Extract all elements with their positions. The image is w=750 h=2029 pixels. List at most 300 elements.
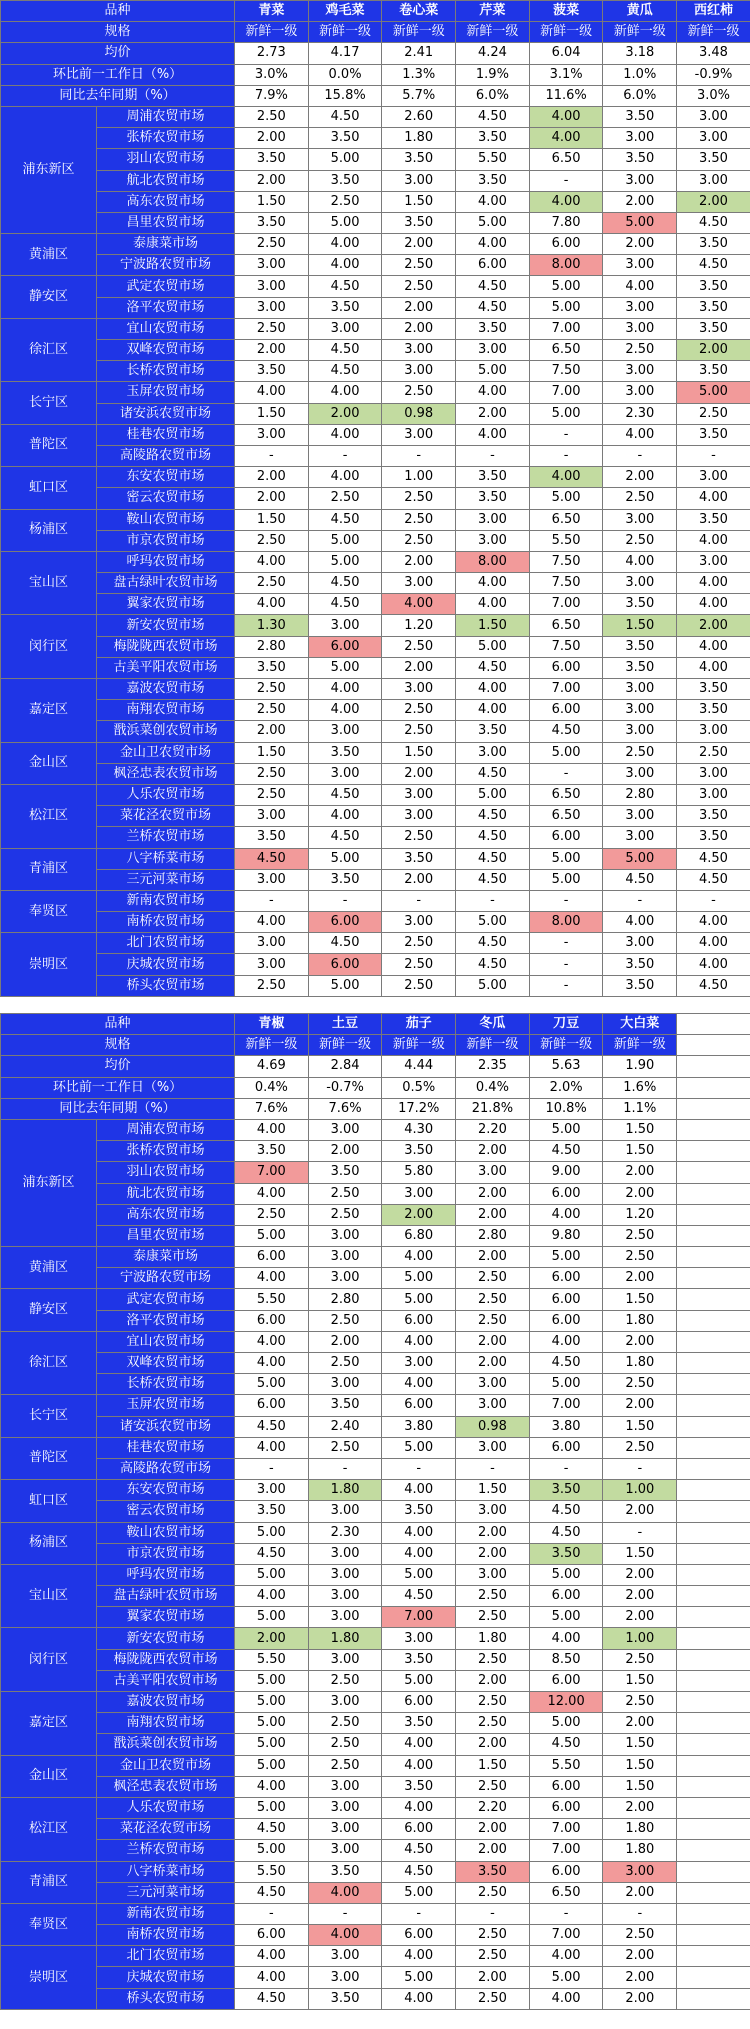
price-cell: 2.50 bbox=[456, 1268, 530, 1289]
price-cell: 1.50 bbox=[603, 1776, 677, 1797]
market-name: 盘古绿叶农贸市场 bbox=[97, 573, 235, 594]
blank-cell bbox=[677, 1543, 750, 1564]
price-cell: 4.50 bbox=[308, 573, 382, 594]
market-name: 南桥农贸市场 bbox=[97, 1925, 235, 1946]
price-cell: 4.50 bbox=[382, 1861, 456, 1882]
price-cell: 4.00 bbox=[235, 1946, 309, 1967]
blank-cell bbox=[677, 1882, 750, 1903]
price-cell: 2.50 bbox=[456, 1586, 530, 1607]
price-cell: - bbox=[382, 1458, 456, 1479]
price-cell: 7.00 bbox=[529, 318, 603, 339]
table-row bbox=[1, 573, 750, 594]
table-row bbox=[1, 1268, 750, 1289]
price-cell: 3.00 bbox=[603, 255, 677, 276]
district-name: 虹口区 bbox=[1, 467, 97, 509]
price-cell: 4.00 bbox=[235, 1119, 309, 1140]
price-cell: 3.00 bbox=[308, 615, 382, 636]
price-cell: 3.50 bbox=[677, 276, 750, 297]
blank-cell bbox=[677, 1014, 750, 1035]
price-cell: 5.00 bbox=[529, 488, 603, 509]
table-row bbox=[1, 742, 750, 763]
district-name: 宝山区 bbox=[1, 551, 97, 615]
price-cell: 2.00 bbox=[382, 869, 456, 890]
price-cell: 2.00 bbox=[382, 657, 456, 678]
price-cell: 4.00 bbox=[382, 1247, 456, 1268]
price-cell: 3.00 bbox=[677, 106, 750, 127]
price-cell: 2.00 bbox=[603, 234, 677, 255]
market-name: 市京农贸市场 bbox=[97, 530, 235, 551]
price-cell: 6.00 bbox=[308, 636, 382, 657]
dod-value: 1.3% bbox=[382, 64, 456, 85]
price-cell: - bbox=[308, 1458, 382, 1479]
market-name: 南桥农贸市场 bbox=[97, 912, 235, 933]
price-cell: 5.50 bbox=[235, 1289, 309, 1310]
price-cell: 3.00 bbox=[603, 763, 677, 784]
table-row bbox=[1, 1543, 750, 1564]
price-cell: - bbox=[529, 763, 603, 784]
price-cell: 2.00 bbox=[677, 191, 750, 212]
price-cell: 2.00 bbox=[603, 1395, 677, 1416]
price-cell: 4.00 bbox=[235, 1967, 309, 1988]
price-cell: 3.50 bbox=[677, 827, 750, 848]
price-cell: 4.00 bbox=[529, 1204, 603, 1225]
price-cell: 4.00 bbox=[308, 679, 382, 700]
table-row bbox=[1, 318, 750, 339]
price-cell: - bbox=[235, 445, 309, 466]
table-row bbox=[1, 1247, 750, 1268]
price-cell: 4.50 bbox=[456, 297, 530, 318]
price-cell: 5.00 bbox=[235, 1692, 309, 1713]
price-cell: 3.00 bbox=[308, 1946, 382, 1967]
blank-cell bbox=[677, 1861, 750, 1882]
dod-value: -0.9% bbox=[677, 64, 750, 85]
price-cell: 6.00 bbox=[529, 1289, 603, 1310]
price-cell: 4.00 bbox=[308, 806, 382, 827]
price-cell: 2.50 bbox=[308, 1755, 382, 1776]
price-cell: 6.00 bbox=[529, 234, 603, 255]
table-row bbox=[1, 1395, 750, 1416]
price-cell: 3.00 bbox=[603, 700, 677, 721]
price-cell: 2.50 bbox=[382, 975, 456, 996]
spec-cell: 新鲜一级 bbox=[603, 1035, 677, 1056]
price-cell: 2.50 bbox=[235, 975, 309, 996]
district-name: 松江区 bbox=[1, 784, 97, 848]
blank-cell bbox=[677, 1268, 750, 1289]
district-name: 徐汇区 bbox=[1, 318, 97, 382]
yoy-label: 同比去年同期（%） bbox=[1, 1098, 235, 1119]
column-header: 冬瓜 bbox=[456, 1014, 530, 1035]
dod-value: 0.4% bbox=[456, 1077, 530, 1098]
price-cell: 2.50 bbox=[456, 1649, 530, 1670]
price-cell: 1.80 bbox=[308, 1480, 382, 1501]
price-cell: 2.00 bbox=[603, 1797, 677, 1818]
price-cell: 3.50 bbox=[677, 679, 750, 700]
market-name: 翼家农贸市场 bbox=[97, 594, 235, 615]
price-cell: 2.50 bbox=[235, 234, 309, 255]
price-cell: 4.00 bbox=[382, 1755, 456, 1776]
avg-value: 2.84 bbox=[308, 1056, 382, 1077]
price-cell: 2.50 bbox=[235, 679, 309, 700]
price-cell: 3.00 bbox=[382, 361, 456, 382]
district-name: 杨浦区 bbox=[1, 509, 97, 551]
yoy-value: 6.0% bbox=[456, 85, 530, 106]
dod-value: 0.4% bbox=[235, 1077, 309, 1098]
yoy-value: 6.0% bbox=[603, 85, 677, 106]
price-cell: 2.40 bbox=[308, 1416, 382, 1437]
price-cell: 6.50 bbox=[529, 615, 603, 636]
price-cell: 2.50 bbox=[456, 1713, 530, 1734]
table-row bbox=[1, 1713, 750, 1734]
price-cell: 4.00 bbox=[235, 594, 309, 615]
market-name: 昌里农贸市场 bbox=[97, 212, 235, 233]
price-cell: 3.00 bbox=[235, 869, 309, 890]
price-cell: 1.80 bbox=[308, 1628, 382, 1649]
market-name: 鞍山农贸市场 bbox=[97, 509, 235, 530]
price-cell: - bbox=[603, 1458, 677, 1479]
table-row bbox=[1, 1840, 750, 1861]
market-name: 双峰农贸市场 bbox=[97, 1353, 235, 1374]
price-cell: 2.50 bbox=[382, 276, 456, 297]
price-cell: 2.00 bbox=[456, 1247, 530, 1268]
price-cell: 7.00 bbox=[529, 594, 603, 615]
price-cell: - bbox=[235, 890, 309, 911]
price-cell: 2.00 bbox=[382, 551, 456, 572]
price-cell: 6.00 bbox=[235, 1925, 309, 1946]
price-cell: 3.50 bbox=[382, 848, 456, 869]
price-cell: 1.80 bbox=[603, 1353, 677, 1374]
price-cell: 3.50 bbox=[308, 1162, 382, 1183]
price-cell: 5.00 bbox=[308, 975, 382, 996]
yoy-label: 同比去年同期（%） bbox=[1, 85, 235, 106]
price-cell: 4.50 bbox=[456, 954, 530, 975]
price-cell: 2.50 bbox=[456, 1988, 530, 2009]
price-cell: 3.50 bbox=[235, 212, 309, 233]
blank-cell bbox=[677, 1628, 750, 1649]
table-row bbox=[1, 551, 750, 572]
price-cell: 3.00 bbox=[308, 1649, 382, 1670]
spec-cell: 新鲜一级 bbox=[677, 22, 750, 43]
district-name: 黄浦区 bbox=[1, 1247, 97, 1289]
price-cell: 2.50 bbox=[456, 1289, 530, 1310]
price-cell: - bbox=[529, 975, 603, 996]
price-cell: 5.00 bbox=[382, 1882, 456, 1903]
price-cell: 2.00 bbox=[603, 467, 677, 488]
table-row bbox=[1, 128, 750, 149]
price-cell: 4.00 bbox=[235, 551, 309, 572]
price-cell: 4.00 bbox=[382, 1543, 456, 1564]
table-row bbox=[1, 445, 750, 466]
price-cell: 5.00 bbox=[382, 1289, 456, 1310]
price-cell: 3.50 bbox=[677, 424, 750, 445]
district-name: 静安区 bbox=[1, 1289, 97, 1331]
price-cell: 5.00 bbox=[529, 1713, 603, 1734]
market-name: 宜山农贸市场 bbox=[97, 1331, 235, 1352]
price-cell: 2.50 bbox=[603, 1649, 677, 1670]
avg-row bbox=[1, 1056, 750, 1077]
price-cell: 1.50 bbox=[603, 1289, 677, 1310]
price-cell: 7.50 bbox=[529, 573, 603, 594]
price-cell: 2.50 bbox=[308, 488, 382, 509]
table-row bbox=[1, 1480, 750, 1501]
column-header: 土豆 bbox=[308, 1014, 382, 1035]
column-header: 刀豆 bbox=[529, 1014, 603, 1035]
price-cell: 3.50 bbox=[456, 721, 530, 742]
price-cell: 3.80 bbox=[382, 1416, 456, 1437]
price-cell: 5.00 bbox=[529, 403, 603, 424]
table-row bbox=[1, 1988, 750, 2009]
price-cell: 1.80 bbox=[382, 128, 456, 149]
price-cell: 4.50 bbox=[456, 933, 530, 954]
table-row bbox=[1, 1353, 750, 1374]
price-cell: 4.00 bbox=[456, 700, 530, 721]
price-cell: 5.00 bbox=[382, 1564, 456, 1585]
price-cell: - bbox=[677, 445, 750, 466]
price-cell: 3.50 bbox=[603, 954, 677, 975]
price-cell: 4.00 bbox=[382, 1522, 456, 1543]
price-cell: 2.00 bbox=[603, 191, 677, 212]
price-cell: 5.00 bbox=[235, 1564, 309, 1585]
price-cell: 3.50 bbox=[603, 636, 677, 657]
price-cell: 5.50 bbox=[235, 1649, 309, 1670]
table-row bbox=[1, 890, 750, 911]
price-cell: 3.00 bbox=[235, 424, 309, 445]
blank-cell bbox=[677, 1183, 750, 1204]
price-cell: 5.00 bbox=[382, 1670, 456, 1691]
price-cell: 2.00 bbox=[456, 1331, 530, 1352]
price-cell: 3.50 bbox=[456, 318, 530, 339]
blank-cell bbox=[677, 1586, 750, 1607]
price-cell: 1.50 bbox=[603, 1543, 677, 1564]
price-cell: 3.50 bbox=[382, 1776, 456, 1797]
price-cell: 2.00 bbox=[308, 1331, 382, 1352]
market-name: 金山卫农贸市场 bbox=[97, 742, 235, 763]
price-cell: 6.50 bbox=[529, 806, 603, 827]
price-cell: 5.00 bbox=[235, 1670, 309, 1691]
price-cell: 3.50 bbox=[677, 700, 750, 721]
avg-value: 5.63 bbox=[529, 1056, 603, 1077]
price-cell: 1.80 bbox=[603, 1819, 677, 1840]
price-cell: 1.50 bbox=[456, 1480, 530, 1501]
column-header: 茄子 bbox=[382, 1014, 456, 1035]
dod-value: 0.0% bbox=[308, 64, 382, 85]
price-cell: 2.50 bbox=[677, 403, 750, 424]
table-row bbox=[1, 467, 750, 488]
yoy-row bbox=[1, 1098, 750, 1119]
price-cell: 4.50 bbox=[677, 869, 750, 890]
price-cell: 2.50 bbox=[235, 700, 309, 721]
price-cell: 6.00 bbox=[382, 1692, 456, 1713]
table-row bbox=[1, 1204, 750, 1225]
price-cell: 2.50 bbox=[456, 1882, 530, 1903]
price-cell: 6.50 bbox=[529, 784, 603, 805]
price-cell: 6.00 bbox=[529, 1268, 603, 1289]
price-cell: 3.50 bbox=[308, 1861, 382, 1882]
variety-label: 品种 bbox=[1, 1014, 235, 1035]
spec-cell: 新鲜一级 bbox=[308, 22, 382, 43]
price-cell: 1.50 bbox=[456, 615, 530, 636]
blank-cell bbox=[677, 1416, 750, 1437]
price-cell: 4.00 bbox=[456, 573, 530, 594]
price-cell: 8.00 bbox=[529, 255, 603, 276]
column-header: 青椒 bbox=[235, 1014, 309, 1035]
market-name: 周浦农贸市场 bbox=[97, 106, 235, 127]
market-name: 洛平农贸市场 bbox=[97, 1310, 235, 1331]
price-cell: 4.50 bbox=[235, 1988, 309, 2009]
market-name: 新安农贸市场 bbox=[97, 1628, 235, 1649]
price-cell: 2.50 bbox=[382, 933, 456, 954]
table-row bbox=[1, 1331, 750, 1352]
price-cell: 2.50 bbox=[456, 1692, 530, 1713]
price-cell: 3.00 bbox=[677, 128, 750, 149]
price-cell: 2.50 bbox=[603, 1247, 677, 1268]
price-cell: 6.80 bbox=[382, 1225, 456, 1246]
yoy-value: 7.6% bbox=[235, 1098, 309, 1119]
price-cell: 5.00 bbox=[382, 1967, 456, 1988]
blank-cell bbox=[677, 1607, 750, 1628]
yoy-value: 3.0% bbox=[677, 85, 750, 106]
price-cell: 2.00 bbox=[456, 1204, 530, 1225]
price-cell: 2.80 bbox=[235, 636, 309, 657]
price-cell: 2.00 bbox=[603, 1586, 677, 1607]
price-cell: 2.50 bbox=[235, 530, 309, 551]
price-cell: 4.00 bbox=[308, 1925, 382, 1946]
market-name: 武定农贸市场 bbox=[97, 276, 235, 297]
market-name: 武定农贸市场 bbox=[97, 1289, 235, 1310]
price-cell: 7.00 bbox=[529, 1925, 603, 1946]
column-header: 芹菜 bbox=[456, 1, 530, 22]
price-cell: 2.50 bbox=[382, 530, 456, 551]
dod-value: 2.0% bbox=[529, 1077, 603, 1098]
avg-value: 6.04 bbox=[529, 43, 603, 64]
blank-cell bbox=[677, 1056, 750, 1077]
price-cell: 3.50 bbox=[235, 361, 309, 382]
price-cell: 2.50 bbox=[603, 1692, 677, 1713]
market-name: 泰康菜市场 bbox=[97, 234, 235, 255]
district-name: 金山区 bbox=[1, 1755, 97, 1797]
price-cell: 3.50 bbox=[382, 1141, 456, 1162]
price-cell: 4.00 bbox=[382, 1480, 456, 1501]
price-cell: 3.00 bbox=[382, 1353, 456, 1374]
market-name: 诸安浜农贸市场 bbox=[97, 1416, 235, 1437]
blank-cell bbox=[677, 1225, 750, 1246]
price-cell: 2.50 bbox=[308, 1310, 382, 1331]
price-cell: 6.00 bbox=[235, 1395, 309, 1416]
price-cell: 1.50 bbox=[603, 1141, 677, 1162]
market-name: 玉屏农贸市场 bbox=[97, 382, 235, 403]
blank-cell bbox=[677, 1903, 750, 1924]
table-row bbox=[1, 1946, 750, 1967]
market-name: 菜花泾农贸市场 bbox=[97, 806, 235, 827]
yoy-value: 11.6% bbox=[529, 85, 603, 106]
blank-cell bbox=[677, 1564, 750, 1585]
price-cell: 4.50 bbox=[308, 827, 382, 848]
price-cell: 5.50 bbox=[529, 1755, 603, 1776]
price-cell: 3.00 bbox=[308, 1119, 382, 1140]
price-cell: 5.00 bbox=[235, 1797, 309, 1818]
market-name: 北门农贸市场 bbox=[97, 1946, 235, 1967]
price-cell: 5.50 bbox=[529, 530, 603, 551]
price-cell: 3.00 bbox=[677, 784, 750, 805]
price-cell: 4.00 bbox=[382, 1374, 456, 1395]
market-name: 八字桥菜市场 bbox=[97, 848, 235, 869]
table-row bbox=[1, 869, 750, 890]
price-cell: 5.00 bbox=[308, 530, 382, 551]
price-cell: 3.00 bbox=[308, 763, 382, 784]
market-name: 桂巷农贸市场 bbox=[97, 1437, 235, 1458]
market-name: 翼家农贸市场 bbox=[97, 1607, 235, 1628]
table-row bbox=[1, 1882, 750, 1903]
table-row bbox=[1, 1437, 750, 1458]
district-name: 青浦区 bbox=[1, 1861, 97, 1903]
price-cell: 1.50 bbox=[235, 191, 309, 212]
price-cell: - bbox=[382, 1903, 456, 1924]
table-row bbox=[1, 488, 750, 509]
price-cell: 3.00 bbox=[603, 1861, 677, 1882]
avg-value: 3.48 bbox=[677, 43, 750, 64]
market-name: 宜山农贸市场 bbox=[97, 318, 235, 339]
market-name: 诸安浜农贸市场 bbox=[97, 403, 235, 424]
price-cell: 2.50 bbox=[308, 1437, 382, 1458]
price-cell: 4.50 bbox=[456, 869, 530, 890]
price-cell: 4.50 bbox=[529, 1141, 603, 1162]
vegetable-price-table-2 bbox=[0, 1013, 750, 2010]
table-row bbox=[1, 1819, 750, 1840]
spec-label: 规格 bbox=[1, 22, 235, 43]
table-row bbox=[1, 1861, 750, 1882]
spec-row bbox=[1, 1035, 750, 1056]
price-cell: 9.00 bbox=[529, 1162, 603, 1183]
price-cell: 6.00 bbox=[235, 1247, 309, 1268]
avg-value: 2.35 bbox=[456, 1056, 530, 1077]
blank-cell bbox=[677, 1967, 750, 1988]
price-cell: 3.50 bbox=[308, 297, 382, 318]
price-cell: 4.50 bbox=[235, 1882, 309, 1903]
table-row bbox=[1, 212, 750, 233]
price-cell: 4.00 bbox=[235, 1353, 309, 1374]
blank-cell bbox=[677, 1734, 750, 1755]
market-name: 昌里农贸市场 bbox=[97, 1225, 235, 1246]
price-cell: 2.30 bbox=[603, 403, 677, 424]
spec-cell: 新鲜一级 bbox=[308, 1035, 382, 1056]
price-cell: 3.50 bbox=[677, 297, 750, 318]
price-cell: 2.00 bbox=[603, 1162, 677, 1183]
price-cell: 3.00 bbox=[603, 721, 677, 742]
price-cell: 2.00 bbox=[235, 128, 309, 149]
price-cell: 4.00 bbox=[677, 912, 750, 933]
table-row bbox=[1, 1903, 750, 1924]
table-row bbox=[1, 1649, 750, 1670]
price-cell: 1.00 bbox=[603, 1480, 677, 1501]
column-header: 青菜 bbox=[235, 1, 309, 22]
district-name: 闵行区 bbox=[1, 1628, 97, 1692]
price-cell: 3.00 bbox=[677, 170, 750, 191]
price-cell: 8.00 bbox=[456, 551, 530, 572]
price-cell: 7.00 bbox=[529, 1840, 603, 1861]
price-cell: 3.50 bbox=[308, 170, 382, 191]
price-cell: 5.50 bbox=[235, 1861, 309, 1882]
price-cell: 2.50 bbox=[308, 1713, 382, 1734]
price-cell: 3.00 bbox=[603, 933, 677, 954]
price-cell: 4.50 bbox=[235, 848, 309, 869]
price-cell: 9.80 bbox=[529, 1225, 603, 1246]
table-row bbox=[1, 1797, 750, 1818]
price-cell: - bbox=[308, 445, 382, 466]
price-cell: 4.00 bbox=[235, 382, 309, 403]
price-cell: - bbox=[529, 1458, 603, 1479]
price-cell: 3.00 bbox=[382, 679, 456, 700]
price-cell: 3.00 bbox=[308, 1586, 382, 1607]
price-cell: 2.00 bbox=[603, 1967, 677, 1988]
